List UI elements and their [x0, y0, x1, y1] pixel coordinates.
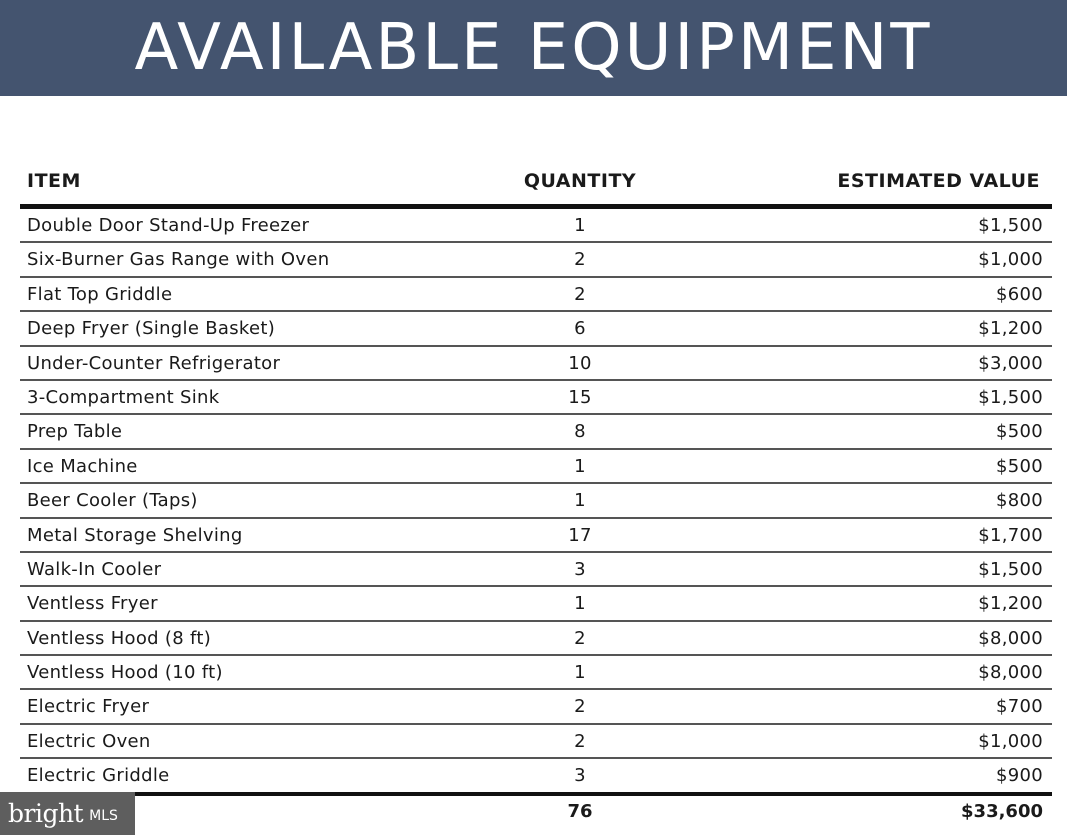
cell-quantity: 8	[574, 421, 586, 443]
watermark-suffix: MLS	[89, 807, 118, 824]
column-header-item: ITEM	[27, 170, 81, 192]
total-quantity: 76	[567, 800, 593, 822]
table-row	[20, 450, 1052, 484]
title-banner	[0, 0, 1067, 96]
cell-quantity: 3	[574, 765, 586, 787]
cell-item: Double Door Stand-Up Freezer	[27, 215, 310, 236]
table-row	[20, 622, 1052, 656]
cell-item: Metal Storage Shelving	[27, 524, 243, 546]
cell-item: Under-Counter Refrigerator	[27, 352, 281, 374]
cell-item: Electric Fryer	[27, 696, 150, 718]
bright-mls-watermark	[0, 792, 135, 835]
cell-item: Ice Machine	[27, 455, 138, 477]
table-row	[20, 759, 1052, 795]
cell-quantity: 6	[574, 318, 586, 340]
cell-item: Ventless Hood (10 ft)	[27, 662, 223, 684]
cell-estimated-value: $500	[995, 455, 1043, 477]
table-row	[20, 312, 1052, 346]
cell-item: Electric Oven	[27, 730, 151, 752]
table-row	[20, 587, 1052, 621]
total-value: $33,600	[961, 800, 1043, 822]
table-row	[20, 725, 1052, 759]
cell-estimated-value: $8,000	[978, 662, 1043, 684]
cell-item: Six-Burner Gas Range with Oven	[27, 249, 330, 271]
watermark-brand: bright	[8, 799, 84, 828]
cell-item: Beer Cooler (Taps)	[27, 490, 198, 512]
cell-quantity: 1	[574, 593, 586, 615]
table-row	[20, 347, 1052, 381]
cell-estimated-value: $1,200	[978, 593, 1043, 615]
table-row	[20, 243, 1052, 277]
cell-estimated-value: $500	[995, 421, 1043, 443]
cell-quantity: 1	[574, 215, 586, 236]
column-header-quantity: QUANTITY	[523, 170, 637, 192]
page-title: AVAILABLE EQUIPMENT	[134, 11, 933, 85]
cell-quantity: 15	[568, 386, 592, 408]
table-row	[20, 519, 1052, 553]
cell-quantity: 1	[574, 455, 586, 477]
cell-estimated-value: $1,000	[978, 249, 1043, 271]
cell-estimated-value: $8,000	[978, 627, 1043, 649]
table-header	[20, 160, 1052, 209]
cell-estimated-value: $900	[995, 765, 1043, 787]
table-row	[20, 381, 1052, 415]
table-row	[20, 209, 1052, 243]
cell-estimated-value: $1,500	[978, 558, 1043, 580]
cell-quantity: 2	[574, 730, 586, 752]
table-row	[20, 415, 1052, 449]
cell-quantity: 2	[574, 696, 586, 718]
table-row	[20, 690, 1052, 724]
cell-item: Walk-In Cooler	[27, 558, 162, 580]
table-body	[20, 209, 1052, 796]
cell-estimated-value: $1,700	[978, 524, 1043, 546]
cell-quantity: 10	[568, 352, 592, 374]
cell-quantity: 1	[574, 490, 586, 512]
cell-estimated-value: $700	[995, 696, 1043, 718]
cell-estimated-value: $1,500	[978, 215, 1043, 236]
cell-estimated-value: $1,500	[978, 386, 1043, 408]
equipment-table	[20, 160, 1052, 828]
cell-quantity: 1	[574, 662, 586, 684]
cell-estimated-value: $1,000	[978, 730, 1043, 752]
cell-quantity: 3	[574, 558, 586, 580]
cell-item: Prep Table	[27, 421, 123, 443]
table-row	[20, 484, 1052, 518]
cell-item: Electric Griddle	[27, 765, 170, 787]
column-header-estimated-value: ESTIMATED VALUE	[837, 170, 1040, 192]
table-row	[20, 656, 1052, 690]
cell-quantity: 17	[568, 524, 592, 546]
cell-quantity: 2	[574, 249, 586, 271]
table-row	[20, 278, 1052, 312]
cell-quantity: 2	[574, 627, 586, 649]
cell-item: Ventless Hood (8 ft)	[27, 627, 212, 649]
cell-estimated-value: $1,200	[978, 318, 1043, 340]
cell-estimated-value: $3,000	[978, 352, 1043, 374]
table-row	[20, 553, 1052, 587]
cell-item: Ventless Fryer	[27, 593, 158, 615]
cell-estimated-value: $600	[995, 283, 1043, 305]
cell-item: 3-Compartment Sink	[27, 386, 220, 408]
totals-row	[20, 796, 1052, 828]
cell-quantity: 2	[574, 283, 586, 305]
cell-estimated-value: $800	[995, 490, 1043, 512]
cell-item: Flat Top Griddle	[27, 283, 173, 305]
cell-item: Deep Fryer (Single Basket)	[27, 318, 276, 340]
